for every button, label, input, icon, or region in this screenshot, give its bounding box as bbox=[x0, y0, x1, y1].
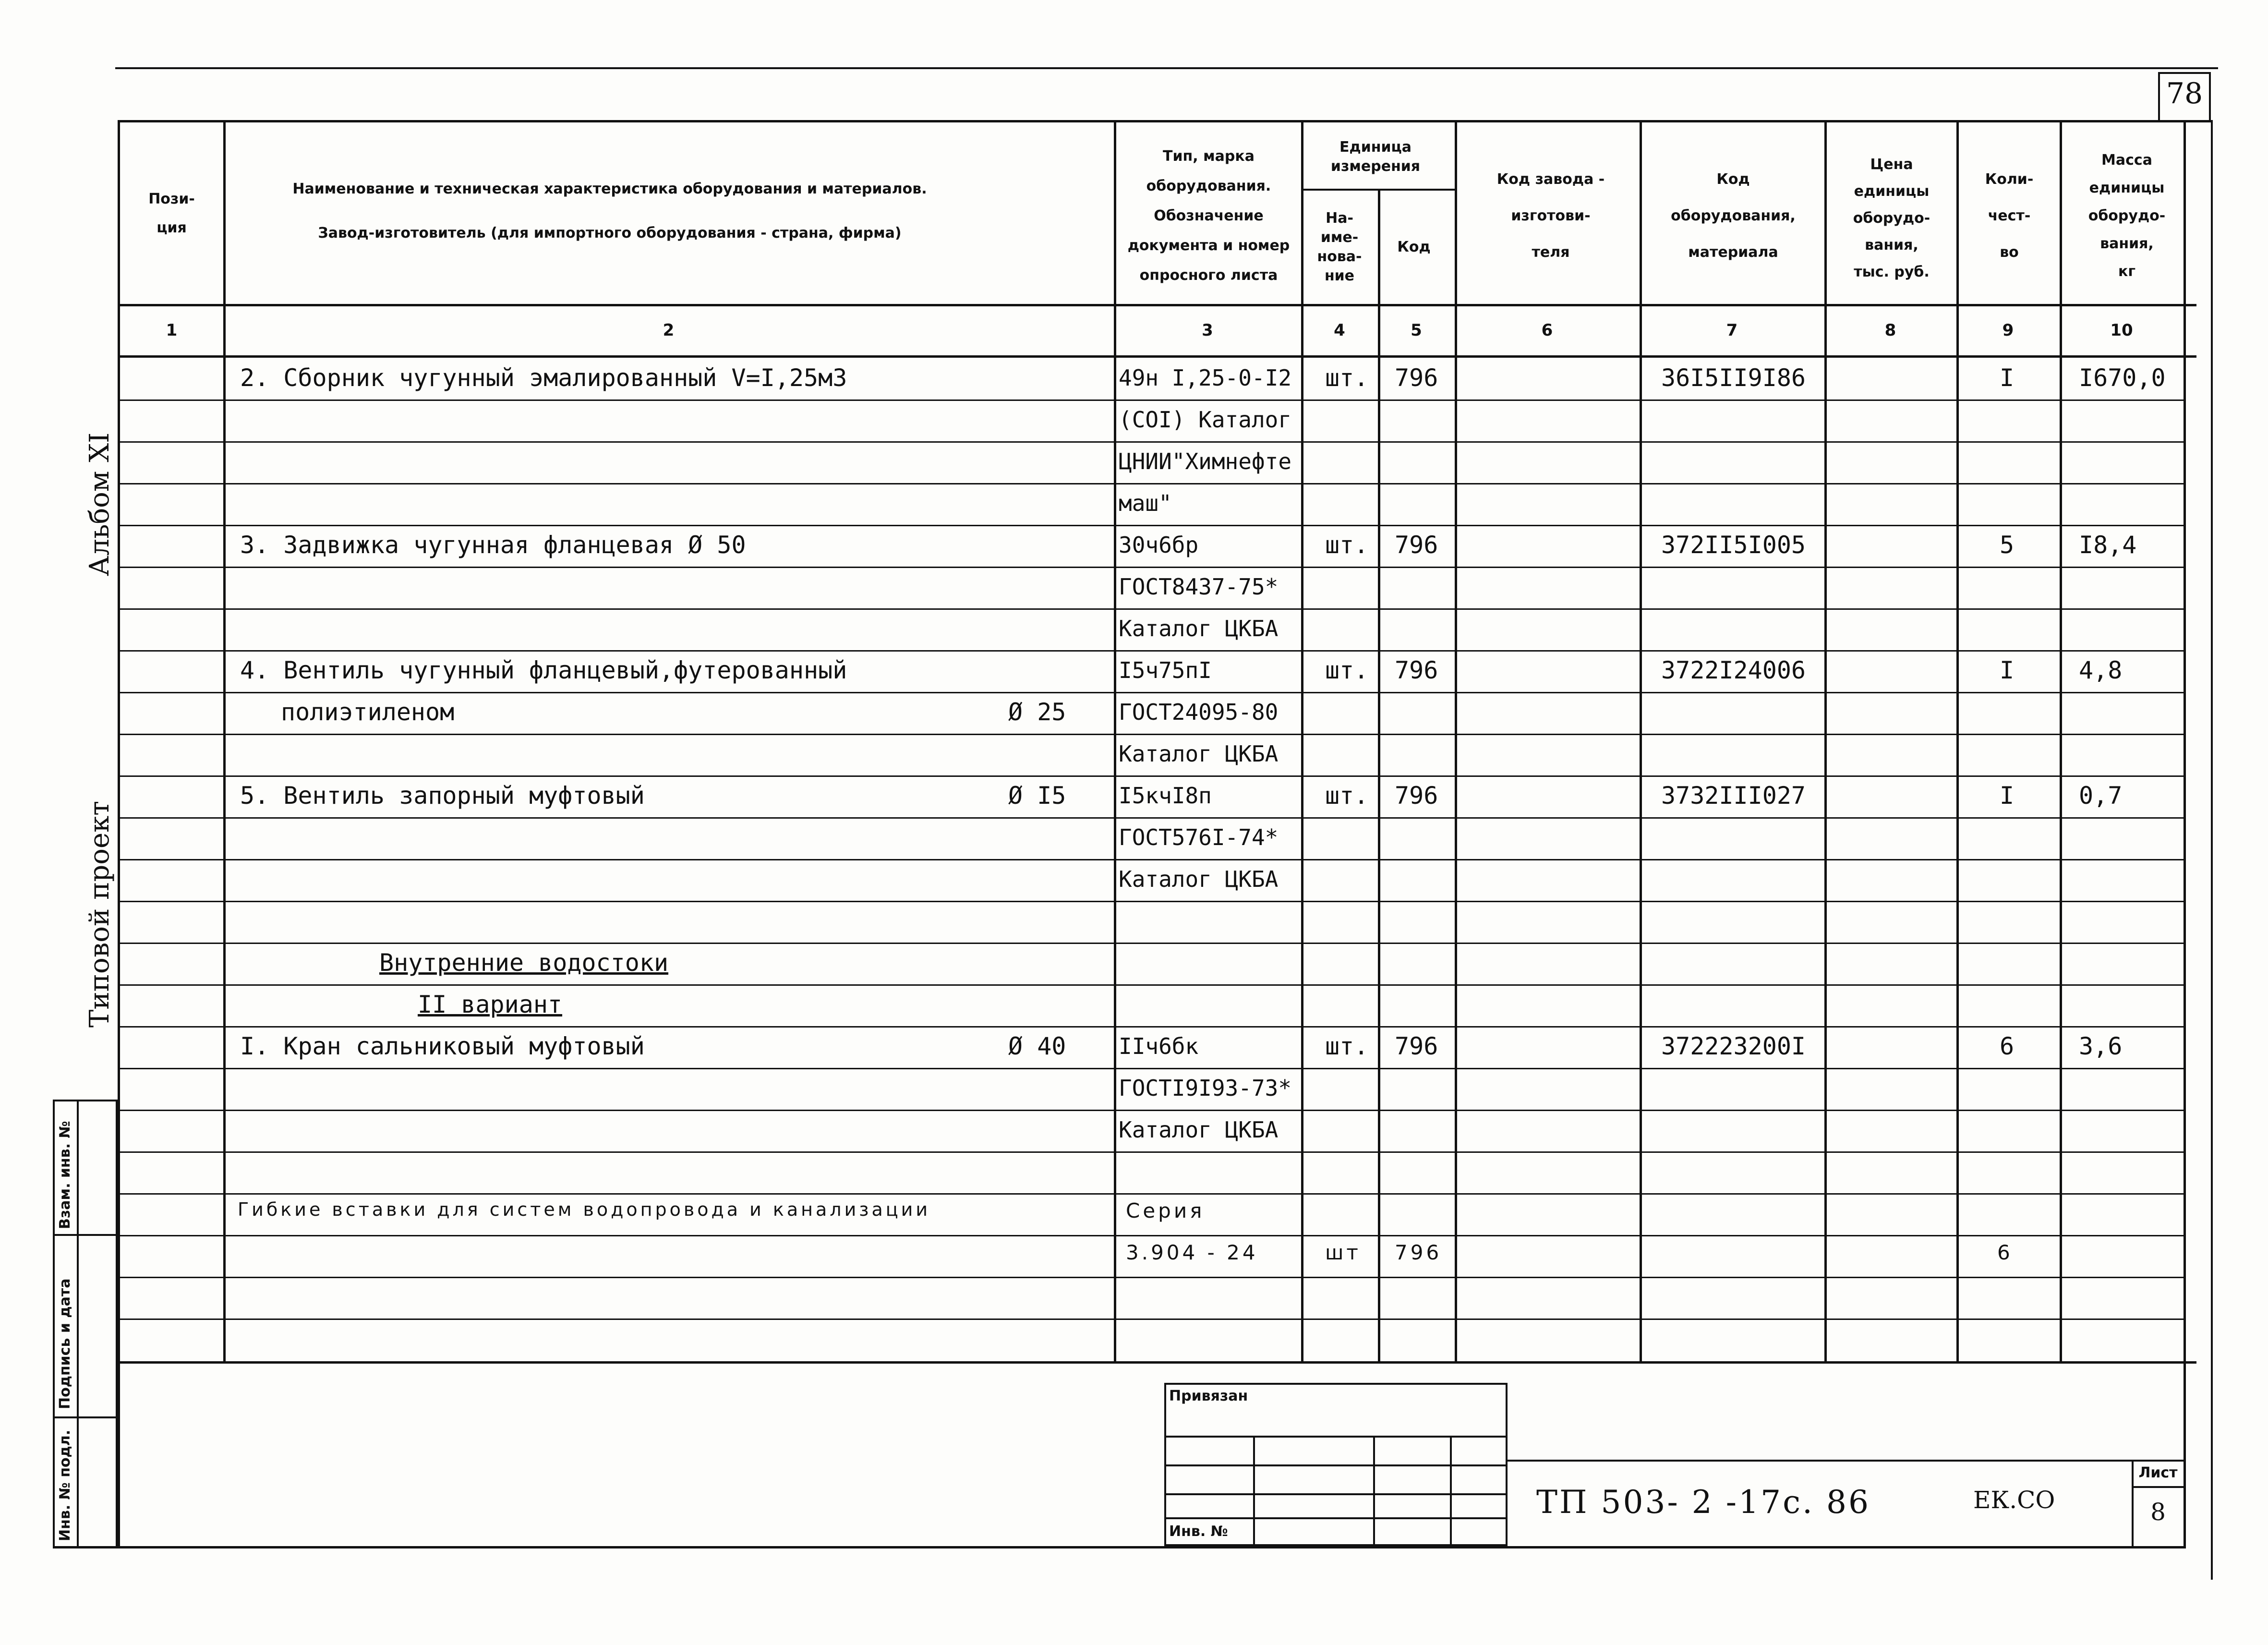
row-line bbox=[120, 1110, 2184, 1111]
item-unit: шт. bbox=[1325, 782, 1369, 810]
item-unit: шт. bbox=[1325, 1032, 1369, 1060]
column-divider bbox=[1301, 120, 1303, 1364]
row-line bbox=[120, 567, 2184, 568]
item-unit: шт. bbox=[1325, 364, 1369, 392]
header-price: Цена единицы оборудо- вания, тыс. руб. bbox=[1853, 156, 1930, 280]
column-divider bbox=[1114, 120, 1116, 1364]
item-type: Каталог ЦКБА bbox=[1119, 741, 1279, 767]
item-type: ГОСТ8437-75* bbox=[1119, 574, 1279, 600]
item-type: Каталог ЦКБА bbox=[1119, 866, 1279, 892]
binding-col-2 bbox=[1373, 1436, 1375, 1546]
column-number: 6 bbox=[1541, 321, 1553, 340]
sheet-number: 8 bbox=[2150, 1498, 2166, 1526]
binding-label: Привязан bbox=[1169, 1388, 1248, 1404]
column-number: 5 bbox=[1411, 321, 1422, 340]
item-type: ГОСТ576I-74* bbox=[1119, 824, 1279, 850]
frame-bottom-border bbox=[53, 1546, 2184, 1548]
row-line bbox=[120, 984, 2184, 986]
row-line bbox=[120, 441, 2184, 443]
header-unit-code: Код bbox=[1397, 239, 1431, 255]
header-mass: Масса единицы оборудо- вания, кг bbox=[2088, 152, 2166, 280]
item-name: 3. Задвижка чугунная фланцевая Ø 50 bbox=[240, 531, 746, 559]
inv-no-label: Инв. № bbox=[1169, 1523, 1228, 1540]
binding-line-2 bbox=[1164, 1464, 1508, 1466]
frame-right-border bbox=[2184, 120, 2186, 1548]
item-mass: I670,0 bbox=[2079, 364, 2166, 392]
item-type: Каталог ЦКБА bbox=[1119, 616, 1279, 641]
stamp-strip-divider bbox=[77, 1100, 79, 1548]
header-position: Пози- ция bbox=[148, 191, 195, 236]
item-mass: 3,6 bbox=[2079, 1032, 2123, 1060]
column-divider bbox=[1824, 120, 1827, 1364]
doc-mark: ЕК.СО bbox=[1973, 1486, 2055, 1514]
item-quantity: I bbox=[2000, 782, 2015, 810]
header-unit-group: Единица измерения bbox=[1330, 139, 1421, 175]
stamp-vzam: Взам. инв. № bbox=[57, 1121, 73, 1229]
item-type: ЦНИИ"Химнефте bbox=[1119, 448, 1292, 474]
row-line bbox=[120, 859, 2184, 860]
handwritten-item-name: Гибкие вставки для систем водопровода и канализации bbox=[238, 1199, 931, 1220]
row-line bbox=[120, 1068, 2184, 1069]
row-line bbox=[120, 692, 2184, 693]
item-unit: шт. bbox=[1325, 531, 1369, 559]
handwritten-unit: шт bbox=[1325, 1241, 1361, 1264]
column-divider bbox=[2060, 120, 2062, 1364]
item-unit: шт. bbox=[1325, 656, 1369, 684]
header-bottom-border bbox=[118, 304, 2196, 306]
column-number: 4 bbox=[1334, 321, 1345, 340]
item-mass: 0,7 bbox=[2079, 782, 2123, 810]
item-quantity: 5 bbox=[2000, 531, 2015, 559]
stamp-sep-2 bbox=[53, 1416, 118, 1418]
column-number: 9 bbox=[2002, 321, 2014, 340]
column-divider bbox=[223, 120, 226, 1364]
album-label: Альбом XI bbox=[84, 432, 115, 576]
column-divider bbox=[1640, 120, 1642, 1364]
handwritten-unit-code: 796 bbox=[1395, 1241, 1442, 1264]
item-diameter: Ø 40 bbox=[1008, 1032, 1066, 1060]
row-line bbox=[120, 901, 2184, 902]
row-line bbox=[120, 817, 2184, 819]
handwritten-type: Серия bbox=[1126, 1199, 1205, 1222]
header-factory-code: Код завода - изготови- теля bbox=[1496, 171, 1605, 261]
row-line bbox=[120, 650, 2184, 652]
row-line bbox=[120, 734, 2184, 735]
handwritten-quantity: 6 bbox=[1997, 1241, 2013, 1264]
item-equipment-code: 36I5II9I86 bbox=[1661, 364, 1806, 392]
row-line bbox=[120, 483, 2184, 484]
row-line bbox=[120, 608, 2184, 610]
item-unit-code: 796 bbox=[1395, 364, 1438, 392]
item-type: I5ч75пI bbox=[1119, 657, 1212, 683]
item-name: I. Кран сальниковый муфтовый bbox=[240, 1032, 645, 1060]
row-line bbox=[120, 1318, 2184, 1320]
table-bottom-border bbox=[118, 1361, 2196, 1364]
stamp-inv: Инв. № подл. bbox=[57, 1429, 73, 1541]
column-number: 8 bbox=[1884, 321, 1896, 340]
header-unit-name: На- име- нова- ние bbox=[1317, 210, 1362, 284]
item-type: маш" bbox=[1119, 490, 1172, 516]
section-title: Внутренние водостоки bbox=[379, 949, 669, 977]
item-type: Каталог ЦКБА bbox=[1119, 1117, 1279, 1143]
column-number: 3 bbox=[1202, 321, 1213, 340]
item-type: 49н I,25-0-I2 bbox=[1119, 365, 1292, 391]
item-diameter: Ø I5 bbox=[1008, 782, 1066, 810]
project-label: Типовой проект bbox=[84, 800, 115, 1028]
frame-left-border bbox=[118, 120, 120, 1548]
item-equipment-code: 3722I24006 bbox=[1661, 656, 1806, 684]
row-line bbox=[120, 1026, 2184, 1028]
item-type: (COI) Каталог bbox=[1119, 407, 1292, 433]
item-mass: 4,8 bbox=[2079, 656, 2123, 684]
item-type: 30ч6бр bbox=[1119, 532, 1199, 558]
row-line bbox=[120, 399, 2184, 401]
item-unit-code: 796 bbox=[1395, 531, 1438, 559]
table-top-border bbox=[118, 120, 2211, 122]
section-title: II вариант bbox=[418, 991, 563, 1018]
item-mass: I8,4 bbox=[2079, 531, 2137, 559]
item-quantity: I bbox=[2000, 364, 2015, 392]
column-number: 2 bbox=[663, 321, 675, 340]
item-type: IIч6бк bbox=[1119, 1033, 1199, 1059]
item-name: 2. Сборник чугунный эмалированный V=I,25м3 bbox=[240, 364, 847, 392]
header-type: Тип, марка оборудования. Обозначение документа и номер опросного листа bbox=[1127, 148, 1290, 284]
binding-line-3 bbox=[1164, 1493, 1508, 1495]
title-top-line bbox=[1508, 1460, 2184, 1462]
colno-bottom-border bbox=[118, 355, 2196, 358]
binding-col-1 bbox=[1253, 1436, 1255, 1546]
item-name: 5. Вентиль запорный муфтовый bbox=[240, 782, 645, 810]
item-type: ГОСТ24095-80 bbox=[1119, 699, 1279, 725]
column-divider bbox=[1956, 120, 1959, 1364]
column-number: 1 bbox=[166, 321, 178, 340]
stamp-podpis: Подпись и дата bbox=[57, 1278, 73, 1409]
item-quantity: I bbox=[2000, 656, 2015, 684]
doc-code: ТП 503- 2 -17с. 86 bbox=[1536, 1484, 1870, 1521]
row-line bbox=[120, 943, 2184, 944]
item-type: I5кчI8п bbox=[1119, 783, 1212, 809]
column-divider bbox=[1455, 120, 1457, 1364]
page-number: 78 bbox=[2166, 77, 2203, 110]
row-line bbox=[120, 1235, 2184, 1236]
sheet-label: Лист bbox=[2138, 1464, 2178, 1481]
stamp-sep-1 bbox=[53, 1234, 118, 1236]
page-edge-line bbox=[2211, 120, 2213, 1580]
sheet-divider bbox=[2132, 1486, 2184, 1488]
handwritten-type: 3.904 - 24 bbox=[1126, 1241, 1258, 1264]
header-qty: Коли- чест- во bbox=[1985, 171, 2034, 261]
item-name: 4. Вентиль чугунный фланцевый,футерованный bbox=[240, 656, 847, 684]
binding-line-4 bbox=[1164, 1517, 1508, 1519]
row-line bbox=[120, 1151, 2184, 1153]
item-type: ГОСТI9I93-73* bbox=[1119, 1075, 1292, 1101]
item-unit-code: 796 bbox=[1395, 1032, 1438, 1060]
item-unit-code: 796 bbox=[1395, 782, 1438, 810]
item-equipment-code: 372II5I005 bbox=[1661, 531, 1806, 559]
header-equip-code: Код оборудования, материала bbox=[1671, 171, 1796, 261]
top-rule bbox=[115, 67, 2218, 69]
column-number: 7 bbox=[1726, 321, 1738, 340]
row-line bbox=[120, 525, 2184, 526]
header-name: Наименование и техническая характеристика оборудования и материалов. Завод-изготовитель (для импортного оборудования - страна, фирма) bbox=[292, 181, 927, 242]
item-name: полиэтиленом bbox=[281, 698, 455, 726]
row-line bbox=[120, 1277, 2184, 1278]
binding-line-1 bbox=[1164, 1436, 1508, 1438]
column-number: 10 bbox=[2110, 321, 2133, 340]
unit-group-divider bbox=[1301, 189, 1455, 191]
binding-col-3 bbox=[1450, 1436, 1452, 1546]
row-line bbox=[120, 1193, 2184, 1195]
row-line bbox=[120, 775, 2184, 777]
item-equipment-code: 372223200I bbox=[1661, 1032, 1806, 1060]
item-diameter: Ø 25 bbox=[1008, 698, 1066, 726]
item-unit-code: 796 bbox=[1395, 656, 1438, 684]
item-quantity: 6 bbox=[2000, 1032, 2015, 1060]
item-equipment-code: 3732III027 bbox=[1661, 782, 1806, 810]
